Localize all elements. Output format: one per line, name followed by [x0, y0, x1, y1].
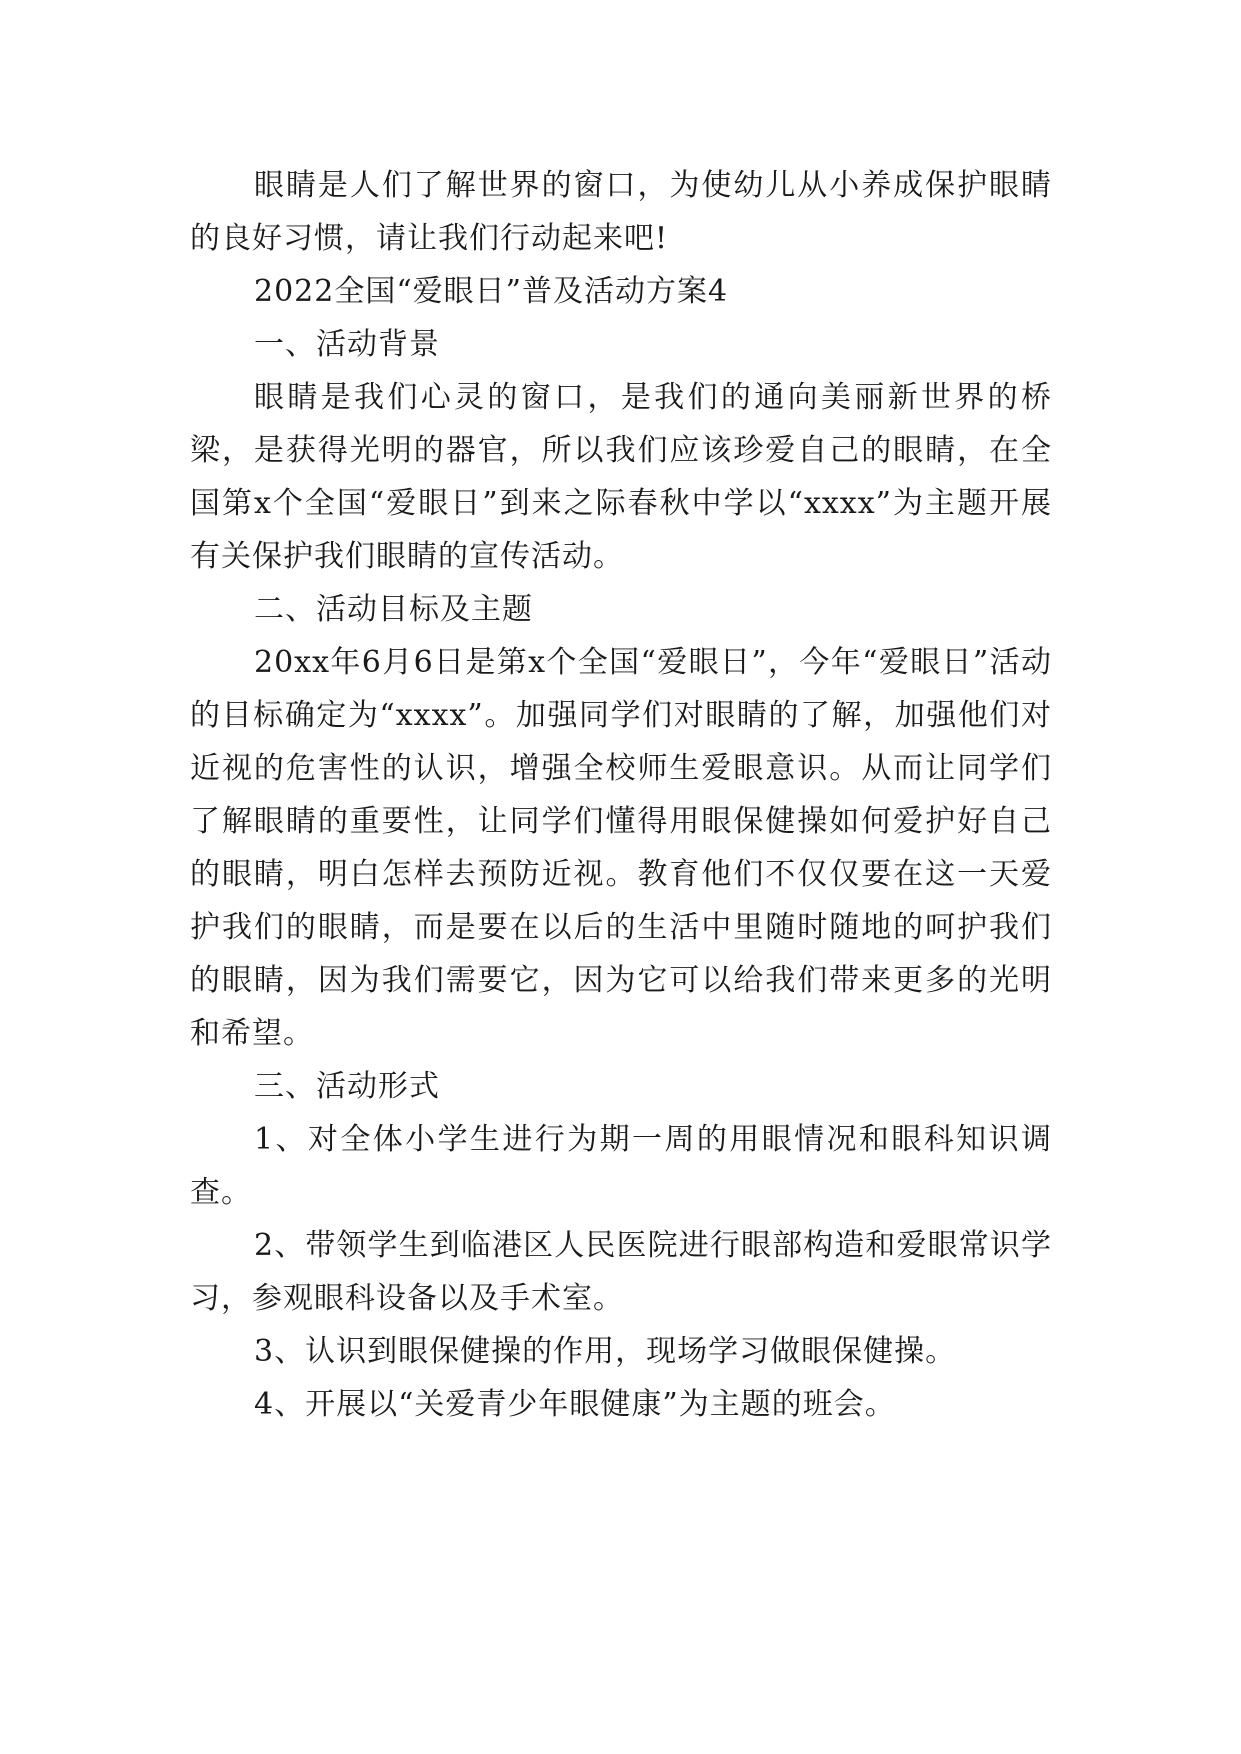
- heading-goals: 二、活动目标及主题: [254, 592, 533, 627]
- paragraph-background: 眼睛是我们心灵的窗口，是我们的通向美丽新世界的桥梁，是获得光明的器官，所以我们应该珍爱自己的眼睛，在全国第x个全国“爱眼日”到来之际春秋中学以“xxxx”为主题开展有关保护我们眼睛的宣传活动。: [190, 380, 1052, 574]
- paragraph-intro-closing: 眼睛是人们了解世界的窗口，为使幼儿从小养成保护眼睛的良好习惯，请让我们行动起来吧!: [190, 168, 1052, 256]
- list-item-1: 1、对全体小学生进行为期一周的用眼情况和眼科知识调查。: [190, 1122, 1052, 1210]
- list-item-3: 3、认识到眼保健操的作用，现场学习做眼保健操。: [254, 1334, 957, 1369]
- list-item-4: 4、开展以“关爱青少年眼健康”为主题的班会。: [254, 1387, 896, 1422]
- heading-background: 一、活动背景: [254, 327, 440, 362]
- paragraph-goals: 20xx年6月6日是第x个全国“爱眼日”，今年“爱眼日”活动的目标确定为“xxxx”。加强同学们对眼睛的了解，加强他们对近视的危害性的认识，增强全校师生爱眼意识。从而让同学们了解眼睛的重要性，让同学们懂得用眼保健操如何爱护好自己的眼睛，明白怎样去预防近视。教育他们不仅仅要在这一天爱护我们的眼睛，而是要在以后的生活中里随时随地的呵护我们的眼睛，因为我们需要它，因为它可以给我们带来更多的光明和希望。: [190, 645, 1052, 1051]
- section-title: 2022全国“爱眼日”普及活动方案4: [254, 274, 729, 309]
- list-item-2: 2、带领学生到临港区人民医院进行眼部构造和爱眼常识学习，参观眼科设备以及手术室。: [190, 1228, 1052, 1316]
- heading-forms: 三、活动形式: [254, 1069, 440, 1104]
- document-body: [190, 159, 1052, 1431]
